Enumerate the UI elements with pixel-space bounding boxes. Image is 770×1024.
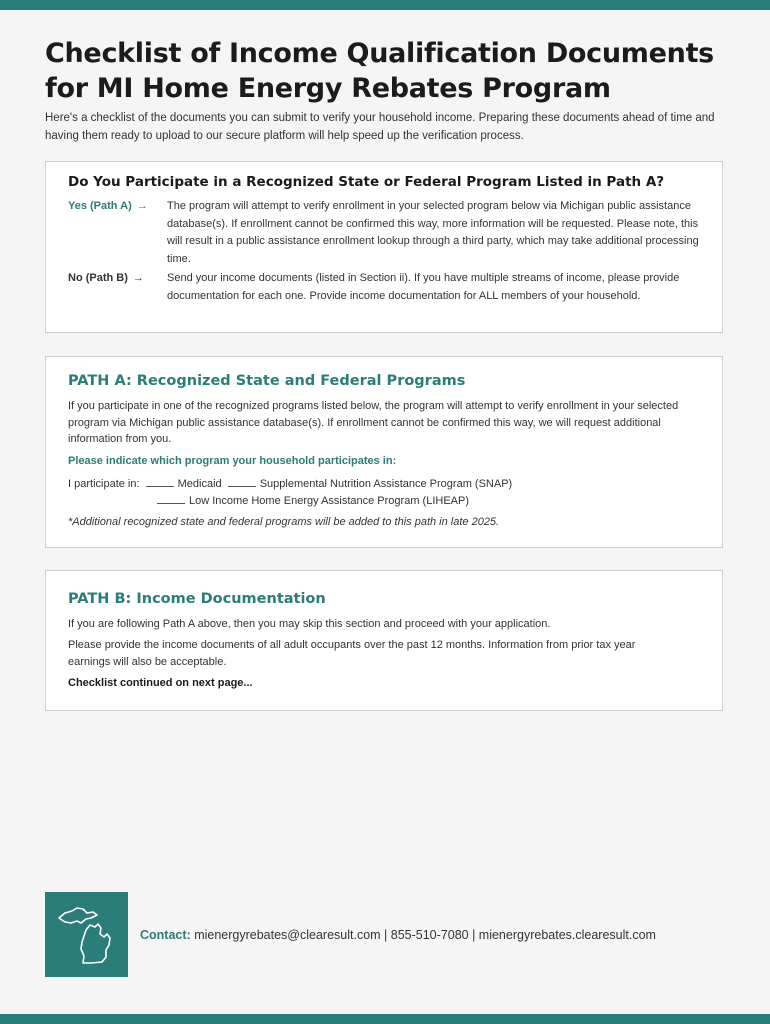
- no-path-b-label: [68, 272, 144, 284]
- path-a-heading: PATH A: Recognized State and Federal Programs: [68, 373, 466, 389]
- path-b-heading: PATH B: Income Documentation: [68, 591, 326, 607]
- contact-details[interactable]: mienergyrebates@clearesult.com | 855-510-7080 | mienergyrebates.clearesult.com: [194, 928, 656, 942]
- yes-path-a-label: [68, 200, 148, 212]
- path-b-documents-text: Please provide the income documents of all adult occupants over the past 12 months. Information from prior tax year earnings will also be acceptable.: [68, 639, 636, 668]
- medicaid-blank-field[interactable]: [146, 476, 174, 487]
- top-accent-bar: [0, 0, 770, 10]
- page-title: Checklist of Income Qualification Documents for MI Home Energy Rebates Program: [45, 38, 714, 104]
- michigan-logo: [45, 892, 128, 977]
- program-selection-line-1: [68, 476, 512, 490]
- snap-blank-field[interactable]: [228, 476, 256, 487]
- path-a-note: *Additional recognized state and federal programs will be added to this path in late 2025.: [68, 516, 500, 528]
- path-a-card: [45, 356, 723, 548]
- arrow-right-icon: →: [132, 272, 144, 284]
- yes-label-text: Yes (Path A): [68, 200, 132, 212]
- michigan-map-icon: [53, 900, 120, 969]
- arrow-right-icon: →: [136, 200, 148, 212]
- path-b-skip-text: If you are following Path A above, then you may skip this section and proceed with your application.: [68, 618, 551, 630]
- no-label-text: No (Path B): [68, 272, 128, 284]
- path-a-indicate-prompt: Please indicate which program your household participates in:: [68, 455, 397, 467]
- participate-label: I participate in:: [68, 478, 140, 490]
- checklist-continued-text: Checklist continued on next page...: [68, 677, 253, 689]
- program-liheap: Low Income Home Energy Assistance Program (LIHEAP): [189, 495, 470, 507]
- program-selection-line-2: [154, 493, 469, 507]
- path-a-description: If you participate in one of the recognized programs listed below, the program will attempt to verify enrollment in your selected program via Michigan public assistance database(s). If enrollment cannot be confirmed this way, we will request additional information from you.: [68, 400, 679, 445]
- no-path-b-description: Send your income documents (listed in Section ii). If you have multiple streams of income, please provide documentation for each one. Provide income documentation for ALL members of your household.: [167, 272, 680, 302]
- path-b-card: [45, 570, 723, 711]
- liheap-blank-field[interactable]: [157, 493, 185, 504]
- program-medicaid: Medicaid: [177, 478, 222, 490]
- contact-label: Contact:: [140, 928, 191, 942]
- program-snap: Supplemental Nutrition Assistance Program (SNAP): [259, 478, 513, 490]
- bottom-accent-bar: [0, 1014, 770, 1024]
- question-heading: Do You Participate in a Recognized State or Federal Program Listed in Path A?: [68, 174, 665, 190]
- program-question-card: [45, 161, 723, 333]
- yes-path-a-description: The program will attempt to verify enrollment in your selected program below via Michigan public assistance database(s). If enrollment cannot be confirmed this way, more information will be requested. Please note, this will result in a public assistance enrollment lookup through a third party, which may take additional processing time.: [167, 200, 699, 265]
- intro-text: Here's a checklist of the documents you can submit to verify your household income. Preparing these documents ahead of time and having them ready to upload to our secure platform will help speed up the verification process.: [45, 112, 715, 142]
- contact-info: [140, 928, 656, 942]
